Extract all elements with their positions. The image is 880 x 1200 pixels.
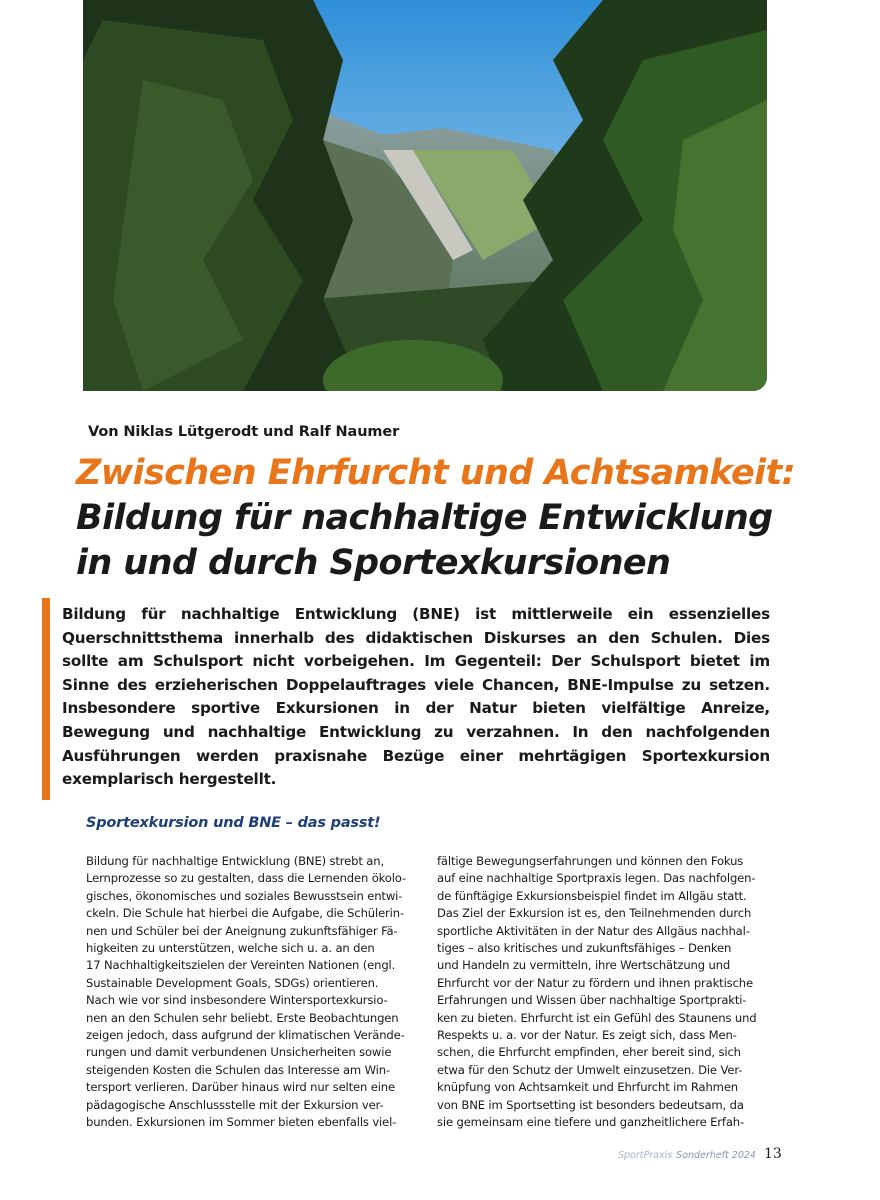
body-text-line: rungen und damit verbundenen Unsicherheiten sowie — [86, 1045, 392, 1060]
footer-magazine: SportPraxis — [618, 1150, 673, 1161]
article-authors: Von Niklas Lütgerodt und Ralf Naumer — [88, 424, 400, 440]
hero-photo — [83, 0, 767, 391]
body-text-line: Ehrfurcht vor der Natur zu fördern und ihnen praktische — [437, 975, 753, 990]
title-line-2: Bildung für nachhaltige Entwicklung — [76, 498, 773, 538]
article-title — [76, 451, 836, 586]
title-line-3: in und durch Sportexkursionen — [76, 543, 671, 583]
body-text-line: etwa für den Schutz der Umwelt einzusetzen. Die Ver- — [437, 1062, 743, 1077]
body-column-left — [86, 853, 416, 1132]
body-text-line: auf eine nachhaltige Sportpraxis legen. Das nachfolgen- — [437, 871, 756, 886]
body-text-line: ckeln. Die Schule hat hierbei die Aufgabe, die Schülerin- — [86, 906, 404, 921]
body-text-line: de fünftägige Exkursionsbeispiel findet im Allgäu statt. — [437, 888, 747, 903]
body-text-line: tersport verlieren. Darüber hinaus wird nur selten eine — [86, 1080, 395, 1095]
body-column-right — [437, 853, 767, 1132]
lead-accent-bar — [42, 598, 50, 800]
body-text-line: higkeiten zu unterstützen, welche sich u. a. an den — [86, 941, 375, 956]
body-text-line: Lernprozesse so zu gestalten, dass die Lernenden ökolo- — [86, 871, 407, 886]
body-text-line: nen an den Schulen sehr beliebt. Erste Beobachtungen — [86, 1010, 399, 1025]
body-text-line: 17 Nachhaltigkeitszielen der Vereinten Nationen (engl. — [86, 958, 396, 973]
body-text-line: Das Ziel der Exkursion ist es, den Teilnehmenden durch — [437, 906, 752, 921]
body-text-line: bunden. Exkursionen im Sommer bieten ebenfalls viel- — [86, 1115, 397, 1130]
body-text-line: von BNE im Sportsetting ist besonders bedeutsam, da — [437, 1097, 744, 1112]
body-text-line: nen und Schüler bei der Aneignung zukunftsfähiger Fä- — [86, 923, 398, 938]
page-number: 13 — [763, 1146, 782, 1162]
body-text-line: und Handeln zu vermitteln, ihre Wertschätzung und — [437, 958, 731, 973]
body-text-line: pädagogische Anschlussstelle mit der Exkursion ver- — [86, 1097, 384, 1112]
body-text-line: gisches, ökonomisches und soziales Bewusstsein entwi- — [86, 888, 403, 903]
body-text-line: steigenden Kosten die Schulen das Interesse am Win- — [86, 1062, 390, 1077]
footer-issue: Sonderheft 2024 — [676, 1150, 756, 1161]
body-text-line: Nach wie vor sind insbesondere Wintersportexkursio- — [86, 993, 388, 1008]
body-text-line: Bildung für nachhaltige Entwicklung (BNE) strebt an, — [86, 854, 384, 868]
title-line-1: Zwischen Ehrfurcht und Achtsamkeit: — [76, 453, 796, 493]
body-text-line: knüpfung von Achtsamkeit und Ehrfurcht im Rahmen — [437, 1080, 739, 1095]
body-text-line: schen, die Ehrfurcht empfinden, eher bereit sind, sich — [437, 1045, 741, 1060]
section-heading: Sportexkursion und BNE – das passt! — [86, 815, 381, 831]
article-lead: Bildung für nachhaltige Entwicklung (BNE) ist mittlerweile ein essenzielles Querschnittsthema innerhalb des didaktischen Diskurses an den Schulen. Dies sollte am Schulsport nicht vorbeigehen. Im Gegenteil: Der Schulsport bietet im Sinne des erzieherischen Doppelauftrages viele Chancen, BNE-Impulse zu setzen. Insbesondere sportive Exkursionen in der Natur bieten vielfältige Anreize, Bewegung und nachhaltige Entwicklung zu verzahnen. In den nachfolgenden Ausführungen werden praxisnahe Bezüge einer mehrtägigen Sportexkursion exemplarisch hergestellt. — [62, 605, 770, 789]
body-text-line: sportliche Aktivitäten in der Natur des Allgäus nachhal- — [437, 923, 750, 938]
body-text-line: sie gemeinsam eine tiefere und ganzheitlichere Erfah- — [437, 1115, 745, 1130]
body-text-line: fältige Bewegungserfahrungen und können den Fokus — [437, 854, 744, 868]
page-footer — [618, 1146, 782, 1162]
body-text-line: Erfahrungen und Wissen über nachhaltige Sportprakti- — [437, 993, 747, 1008]
body-text-line: Sustainable Development Goals, SDGs) orientieren. — [86, 975, 379, 990]
body-text-line: Respekts u. a. vor der Natur. Es zeigt sich, dass Men- — [437, 1028, 737, 1043]
body-text-line: zeigen jedoch, dass aufgrund der klimatischen Verände- — [86, 1028, 405, 1043]
body-text-line: tiges – also kritisches und zukunftsfähiges – Denken — [437, 941, 732, 956]
body-text-line: ken zu bieten. Ehrfurcht ist ein Gefühl des Staunens und — [437, 1010, 757, 1025]
